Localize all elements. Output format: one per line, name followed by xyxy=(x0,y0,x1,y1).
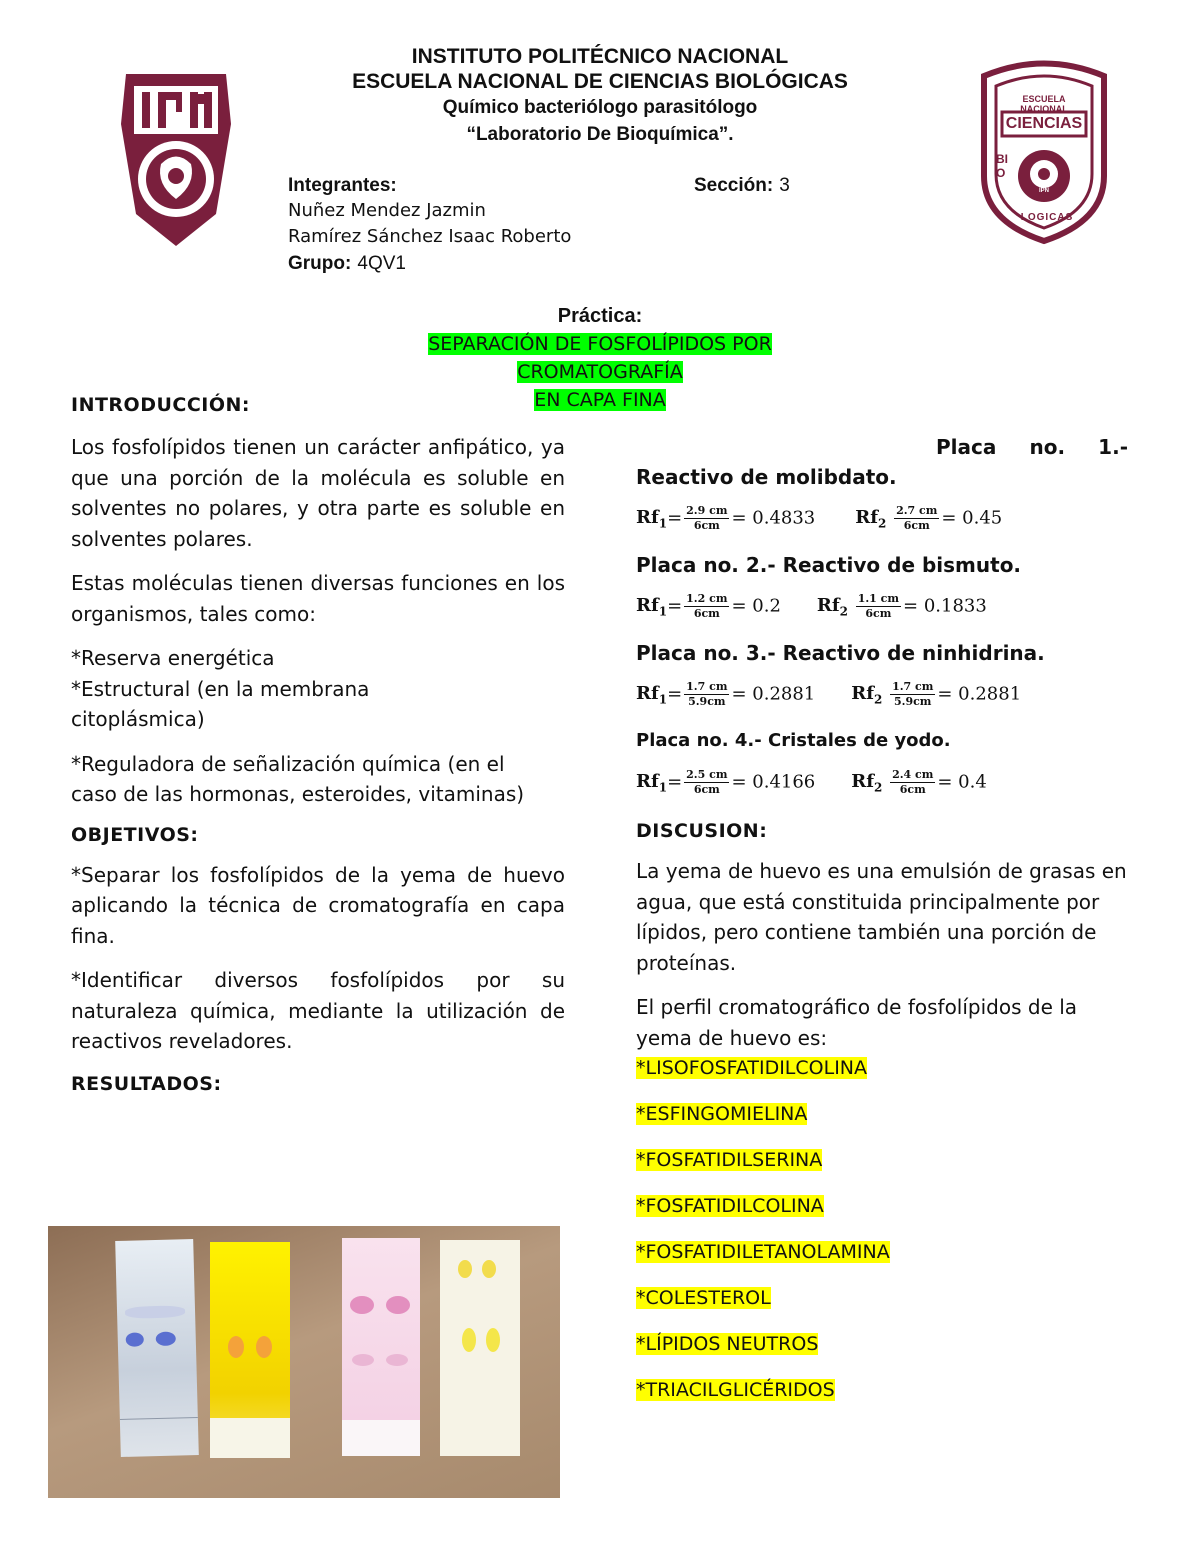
placa-title xyxy=(636,726,1128,756)
integrantes-label: Integrantes: xyxy=(288,175,397,196)
lipid-item-label: *FOSFATIDILSERINA xyxy=(636,1149,823,1171)
lipid-item xyxy=(636,1145,1128,1175)
placa-title-b: Reactivo de ninhidrina. xyxy=(782,641,1045,665)
rf1-label: $Rf_1$ xyxy=(636,507,668,531)
placas-list xyxy=(636,432,1128,802)
rf1-equation: $Rf_1=$ $\frac{2.5 cm}{6cm}$ = 0.4166 xyxy=(636,767,816,796)
placa-title xyxy=(636,638,1128,668)
rf1-value: = 0.2881 xyxy=(731,683,816,704)
rf2-value: = 0.2881 xyxy=(937,683,1022,704)
placa-title-b: Reactivo de molibdato. xyxy=(636,465,897,489)
encb-logo-top-text: ESCUELA NACIONAL xyxy=(1020,94,1068,114)
placa-title xyxy=(636,550,1128,580)
placa-title-a: Placa no. 1.- xyxy=(936,435,1128,459)
rf2-label: $Rf_2$ xyxy=(851,771,883,795)
rf2-fraction: $\frac{2.7 cm}{6cm}$ xyxy=(896,503,938,532)
lipid-item xyxy=(636,1329,1128,1359)
practica-title-line-2: CROMATOGRAFÍA xyxy=(517,361,683,383)
rf1-value: = 0.4166 xyxy=(731,771,816,792)
objetivo-2: *Identificar diversos fosfolípidos por su naturaleza química, mediante la utilización de reactivos reveladores. xyxy=(71,968,565,1053)
rf1-equation: $Rf_1=$ $\frac{2.9 cm}{6cm}$ = 0.4833 xyxy=(636,503,816,532)
lipid-profile-list xyxy=(636,1053,1128,1405)
rf2-label: $Rf_2$ xyxy=(855,507,887,531)
rf2-equation xyxy=(855,504,1002,533)
lipid-item-label: *FOSFATIDILCOLINA xyxy=(636,1195,824,1217)
seccion xyxy=(694,172,790,199)
rf1-fraction: $\frac{1.2 cm}{6cm}$ xyxy=(686,591,728,620)
lipid-item xyxy=(636,1237,1128,1267)
rf1-fraction: $\frac{2.9 cm}{6cm}$ xyxy=(686,503,728,532)
discusion-paragraph-1: La yema de huevo es una emulsión de grasas en agua, que está constituida principalmente por lípidos, pero contiene también una porción de proteínas. xyxy=(636,859,1127,975)
rf2-fraction: $\frac{2.4 cm}{6cm}$ xyxy=(892,767,934,796)
rf2-value: = 0.45 xyxy=(941,507,1003,528)
rf2-label: $Rf_2$ xyxy=(816,595,848,619)
function-item-1: *Reserva energética xyxy=(71,646,275,670)
rf1-label: $Rf_1$ xyxy=(636,683,668,707)
encb-logo-log-text: LOGICAS xyxy=(1020,212,1074,223)
rf2-equation xyxy=(851,680,1021,709)
rf1-label: $Rf_1$ xyxy=(636,771,668,795)
practica-label: Práctica: xyxy=(557,305,643,327)
ipn-logo xyxy=(106,64,246,254)
rf2-value: = 0.4 xyxy=(937,771,987,792)
placa-2 xyxy=(636,550,1128,626)
plate-2 xyxy=(210,1242,290,1458)
header-institute: INSTITUTO POLITÉCNICO NACIONAL xyxy=(411,45,789,68)
rf-equations xyxy=(636,498,1128,538)
rf2-equation xyxy=(817,592,987,621)
header-school: ESCUELA NACIONAL DE CIENCIAS BIOLÓGICAS xyxy=(352,70,848,93)
rf2-label: $Rf_2$ xyxy=(851,683,883,707)
lipid-item xyxy=(636,1375,1128,1405)
lipid-item-label: *LISOFOSFATIDILCOLINA xyxy=(636,1057,868,1079)
practica-title-line-1: SEPARACIÓN DE FOSFOLÍPIDOS POR xyxy=(428,333,772,355)
placa-3 xyxy=(636,638,1128,714)
seccion-value: 3 xyxy=(779,175,790,196)
rf2-equation xyxy=(851,768,987,797)
function-item-3: *Reguladora de señalización química (en el caso de las hormonas, esteroides, vitaminas) xyxy=(71,751,525,806)
lipid-item-label: *COLESTEROL xyxy=(636,1287,771,1309)
rf2-value: = 0.1833 xyxy=(903,595,987,616)
grupo-value: 4QV1 xyxy=(357,253,406,274)
tlc-plates-photo xyxy=(48,1226,560,1498)
lipid-item-label: *ESFINGOMIELINA xyxy=(636,1103,808,1125)
seccion-label: Sección: xyxy=(694,175,774,196)
placa-title-b: Cristales de yodo. xyxy=(768,730,951,751)
discusion-paragraph-2: El perfil cromatográfico de fosfolípidos de la yema de huevo es: xyxy=(636,995,1078,1050)
plate-1 xyxy=(115,1239,199,1457)
rf1-equation: $Rf_1=$ $\frac{1.7 cm}{5.9cm}$ = 0.2881 xyxy=(636,679,816,708)
function-item-2: *Estructural (en la membrana citoplásmica) xyxy=(71,676,370,731)
rf2-fraction: $\frac{1.1 cm}{6cm}$ xyxy=(857,591,900,620)
member-1: Nuñez Mendez Jazmin xyxy=(288,200,486,221)
placa-4 xyxy=(636,726,1128,802)
intro-heading: INTRODUCCIÓN: xyxy=(71,394,251,416)
objetivo-1: *Separar los fosfolípidos de la yema de huevo aplicando la técnica de cromatografía en capa fina. xyxy=(71,862,565,948)
rf2-fraction: $\frac{1.7 cm}{5.9cm}$ xyxy=(892,679,934,708)
grupo xyxy=(288,250,828,277)
rf1-equation: $Rf_1=$ $\frac{1.2 cm}{6cm}$ = 0.2 xyxy=(636,591,781,620)
lipid-item xyxy=(636,1283,1128,1313)
plate-3 xyxy=(342,1238,420,1456)
rf1-fraction: $\frac{2.5 cm}{6cm}$ xyxy=(686,767,728,796)
placa-title-a: Placa no. 2.- xyxy=(636,553,776,577)
plate-4 xyxy=(440,1240,520,1456)
rf1-value: = 0.4833 xyxy=(731,507,816,528)
header-lab: “Laboratorio De Bioquímica”. xyxy=(466,124,734,145)
discusion-heading: DISCUSION: xyxy=(636,820,768,842)
header-career: Químico bacteriólogo parasitólogo xyxy=(442,97,758,118)
encb-logo-small-text: IPN xyxy=(1038,188,1049,194)
placa-1 xyxy=(636,432,1128,538)
encb-logo xyxy=(974,56,1114,246)
grupo-label: Grupo: xyxy=(288,253,352,274)
resultados-heading: RESULTADOS: xyxy=(71,1072,222,1095)
lipid-item xyxy=(636,1053,1128,1083)
rf1-value: = 0.2 xyxy=(731,595,781,616)
lipid-item-label: *FOSFATIDILETANOLAMINA xyxy=(636,1241,890,1263)
right-column xyxy=(636,432,1128,1421)
objetivos-heading: OBJETIVOS: xyxy=(71,823,199,846)
rf1-label: $Rf_1$ xyxy=(636,595,668,619)
member-2: Ramírez Sánchez Isaac Roberto xyxy=(288,226,572,247)
placa-title xyxy=(636,432,1128,492)
intro-paragraph-2: Estas moléculas tienen diversas funciones en los organismos, tales como: xyxy=(71,571,565,626)
placa-title-b: Reactivo de bismuto. xyxy=(782,553,1022,577)
rf-equations xyxy=(636,586,1128,626)
placa-title-a: Placa no. 4.- xyxy=(636,730,762,751)
practica-title-line-3: EN CAPA FINA xyxy=(534,389,666,411)
rf-equations xyxy=(636,762,1128,802)
encb-logo-bio-text: BIO xyxy=(996,152,1008,180)
encb-logo-mid-text: CIENCIAS xyxy=(1005,115,1083,132)
lipid-item-label: *TRIACILGLICÉRIDOS xyxy=(636,1379,835,1401)
lipid-item xyxy=(636,1191,1128,1221)
intro-paragraph-1: Los fosfolípidos tienen un carácter anfipático, ya que una porción de la molécula es soluble en solventes no polares, y otra parte es soluble en solventes polares. xyxy=(71,435,565,551)
rf1-fraction: $\frac{1.7 cm}{5.9cm}$ xyxy=(686,679,728,708)
lipid-item-label: *LÍPIDOS NEUTROS xyxy=(636,1333,819,1355)
rf-equations xyxy=(636,674,1128,714)
header xyxy=(250,44,950,148)
team-block xyxy=(288,172,828,277)
placa-title-a: Placa no. 3.- xyxy=(636,641,776,665)
lipid-item xyxy=(636,1099,1128,1129)
left-column xyxy=(71,394,565,1095)
